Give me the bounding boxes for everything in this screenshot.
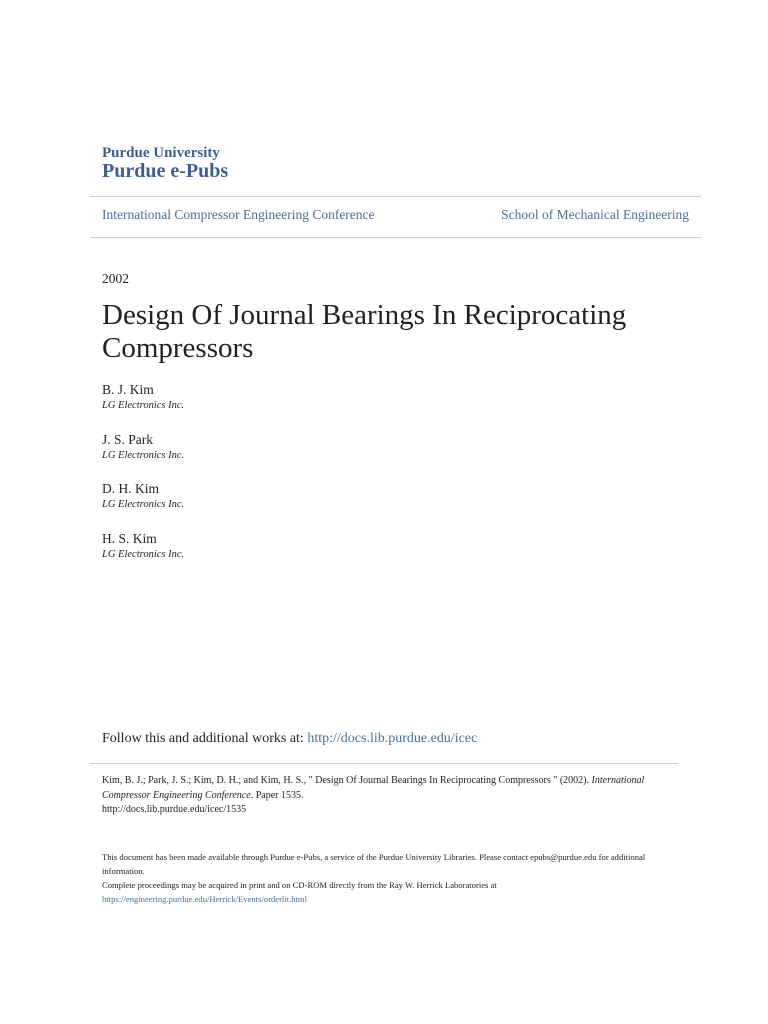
- citation-text: Kim, B. J.; Park, J. S.; Kim, D. H.; and Kim, H. S., " Design Of Journal Bearings In Reciprocating Compressors " (2002).: [102, 775, 592, 786]
- author-entry: [102, 530, 184, 580]
- author-name[interactable]: D. H. Kim: [102, 481, 159, 496]
- divider-citation: [90, 763, 678, 764]
- publication-year: 2002: [102, 271, 129, 286]
- follow-text: Follow this and additional works at:: [102, 731, 308, 746]
- follow-line: [102, 731, 477, 747]
- follow-link[interactable]: http://docs.lib.purdue.edu/icec: [307, 731, 478, 746]
- notice-availability: This document has been made available through Purdue e-Pubs, a service of the Purdue University Libraries. Please contact epubs@purdue.edu for additional information.: [102, 852, 646, 876]
- author-entry: [102, 431, 184, 481]
- citation-url[interactable]: http://docs.lib.purdue.edu/icec/1535: [102, 804, 247, 815]
- notice-proceedings: Complete proceedings may be acquired in print and on CD-ROM directly from the Ray W. Herrick Laboratories at: [102, 880, 497, 890]
- citation-block: [102, 774, 672, 818]
- notice-orderlit-link[interactable]: https://engineering.purdue.edu/Herrick/Events/orderlit.html: [102, 894, 308, 904]
- author-name[interactable]: H. S. Kim: [102, 530, 157, 546]
- author-affiliation: LG Electronics Inc.: [102, 400, 185, 411]
- header-epubs[interactable]: Purdue e-Pubs: [102, 160, 229, 182]
- author-list: [102, 381, 184, 579]
- divider-bottom: [90, 237, 701, 238]
- paper-title: Design Of Journal Bearings In Reciprocating Compressors: [102, 299, 627, 364]
- citation-conference: International Compressor Engineering Conference: [102, 775, 645, 801]
- author-entry: [102, 381, 184, 431]
- author-affiliation: LG Electronics Inc.: [102, 449, 185, 461]
- author-entry: [102, 480, 184, 530]
- author-name[interactable]: B. J. Kim: [102, 382, 154, 397]
- citation-paper: . Paper 1535.: [250, 789, 304, 801]
- author-affiliation: LG Electronics Inc.: [102, 499, 185, 510]
- divider-top: [90, 196, 701, 197]
- nav-school-link[interactable]: School of Mechanical Engineering: [501, 207, 689, 222]
- notice-block: [102, 850, 682, 906]
- header-university[interactable]: Purdue University: [102, 145, 220, 161]
- nav-conference-link[interactable]: International Compressor Engineering Conference: [102, 207, 375, 222]
- author-name[interactable]: J. S. Park: [102, 431, 154, 447]
- author-affiliation: LG Electronics Inc.: [102, 548, 185, 560]
